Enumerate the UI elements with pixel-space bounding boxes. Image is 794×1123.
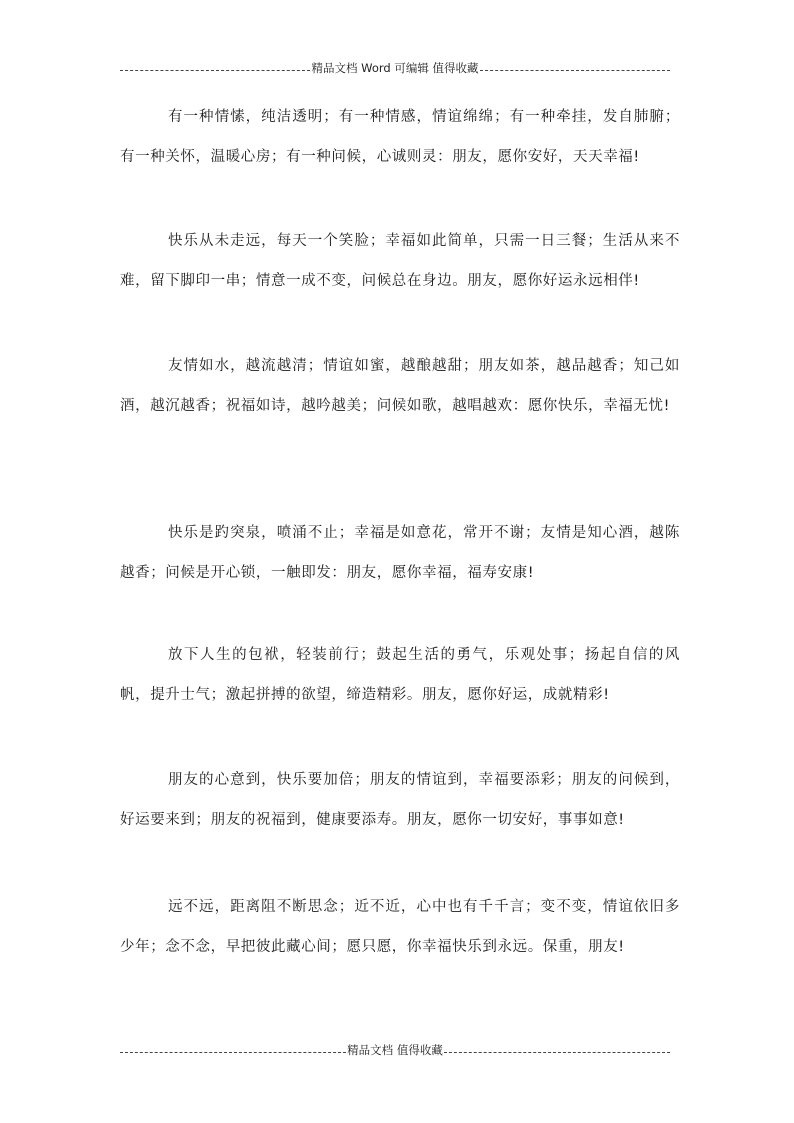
paragraph: 放下人生的包袱，轻装前行；鼓起生活的勇气，乐观处事；扬起自信的风帆，提升士气；激起拼搏的欲望，缔造精彩。朋友，愿你好运，成就精彩!	[120, 647, 680, 703]
paragraph: 友情如水，越流越清；情谊如蜜，越酿越甜；朋友如茶，越品越香；知己如酒，越沉越香；祝福如诗，越吟越美；问候如歌，越唱越欢：愿你快乐，幸福无忧!	[120, 358, 680, 414]
header-rule-right	[480, 70, 670, 71]
header-text: 精品文档 Word 可编辑 值得收藏	[311, 61, 479, 75]
page-footer	[120, 1042, 670, 1058]
header-rule-left	[120, 70, 310, 71]
paragraph: 快乐从未走远，每天一个笑脸；幸福如此简单，只需一日三餐；生活从来不难，留下脚印一串；情意一成不变，问候总在身边。朋友，愿你好运永远相伴!	[120, 233, 680, 289]
page-header	[120, 60, 670, 76]
paragraph: 快乐是趵突泉，喷涌不止；幸福是如意花，常开不谢；友情是知心酒，越陈越香；问候是开心锁，一触即发：朋友，愿你幸福，福寿安康!	[120, 525, 680, 581]
footer-rule-left	[120, 1052, 346, 1053]
paragraph: 朋友的心意到，快乐要加倍；朋友的情谊到，幸福要添彩；朋友的问候到，好运要来到；朋友的祝福到，健康要添寿。朋友，愿你一切安好，事事如意!	[120, 772, 680, 828]
paragraph: 有一种情愫，纯洁透明；有一种情感，情谊绵绵；有一种牵挂，发自肺腑；有一种关怀，温暖心房；有一种问候，心诚则灵：朋友，愿你安好，天天幸福!	[120, 109, 680, 165]
footer-rule-right	[444, 1052, 670, 1053]
paragraph: 远不远，距离阻不断思念；近不近，心中也有千千言；变不变，情谊依旧多少年；念不念，早把彼此藏心间；愿只愿，你幸福快乐到永远。保重，朋友!	[120, 899, 680, 955]
footer-text: 精品文档 值得收藏	[347, 1043, 443, 1057]
